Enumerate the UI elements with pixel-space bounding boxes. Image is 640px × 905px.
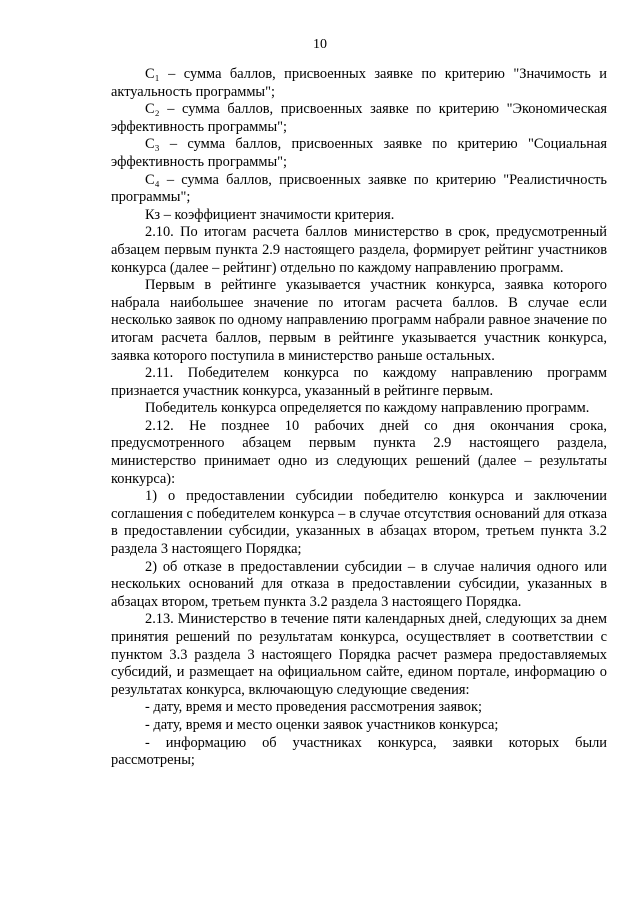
list-item-evaluation-date: - дату, время и место оценки заявок участников конкурса; xyxy=(145,716,499,733)
paragraph-decision-2: 2) об отказе в предоставлении субсидии – в случае наличия одного или нескольких оснований для отказа в предоставлении субсидии, указанных в абзацах втором, третьем пункта 3.2 раздела 3 настоящего Порядка. xyxy=(111,558,607,610)
list-item-review-date: - дату, время и место проведения рассмотрения заявок; xyxy=(145,699,482,716)
paragraph-2-11: 2.11. Победителем конкурса по каждому направлению программ признается участник конкурса, указанный в рейтинге первым. xyxy=(111,365,607,399)
paragraph-2-10: 2.10. По итогам расчета баллов министерство в срок, предусмотренный абзацем первым пункта 2.9 настоящего раздела, формирует рейтинг участников конкурса (далее – рейтинг) отдельно по каждому направлению программ. xyxy=(111,224,607,276)
paragraph-winner: Победитель конкурса определяется по каждому направлению программ. xyxy=(145,400,590,417)
page-number: 10 xyxy=(313,37,327,52)
paragraph-2-13: 2.13. Министерство в течение пяти календарных дней, следующих за днем принятия решений по результатам конкурса, осуществляет в соответствии с пунктом 3.3 раздела 3 настоящего Порядка расчет размера предоставляемых субсидий, и размещает на официальном сайте, едином портале, информацию о результатах конкурса, включающую следующие сведения: xyxy=(111,611,607,698)
paragraph-c2: С₂ – сумма баллов, присвоенных заявке по критерию "Экономическая эффективность программы"; xyxy=(111,101,607,135)
paragraph-decision-1: 1) о предоставлении субсидии победителю конкурса и заключении соглашения с победителем конкурса – в случае отсутствия оснований для отказа в предоставлении субсидии, указанных в абзацах втором, третьем пункта 3.2 раздела 3 настоящего Порядка; xyxy=(111,488,607,558)
paragraph-rating: Первым в рейтинге указывается участник конкурса, заявка которого набрала наибольшее значение по итогам расчета баллов. В случае если несколько заявок по одному направлению программ набрали равное значение по итогам расчета баллов, первым в рейтинге указывается участник конкурса, заявка которого поступила в министерство раньше остальных. xyxy=(111,277,607,364)
document-body xyxy=(111,66,607,770)
paragraph-2-12: 2.12. Не позднее 10 рабочих дней со дня окончания срока, предусмотренного абзацем первым пункта 2.9 настоящего раздела, министерство принимает одно из следующих решений (далее – результаты конкурса): xyxy=(111,417,607,487)
list-item-participants-info: - информацию об участниках конкурса, заявки которых были рассмотрены; xyxy=(111,734,607,769)
paragraph-c3: С₃ – сумма баллов, присвоенных заявке по критерию "Социальная эффективность программы"; xyxy=(111,136,607,170)
paragraph-c1: С₁ – сумма баллов, присвоенных заявке по критерию "Значимость и актуальность программы"; xyxy=(111,66,607,100)
paragraph-c4: С₄ – сумма баллов, присвоенных заявке по критерию "Реалистичность программы"; xyxy=(111,171,607,206)
paragraph-kz: Кз – коэффициент значимости критерия. xyxy=(145,206,395,223)
